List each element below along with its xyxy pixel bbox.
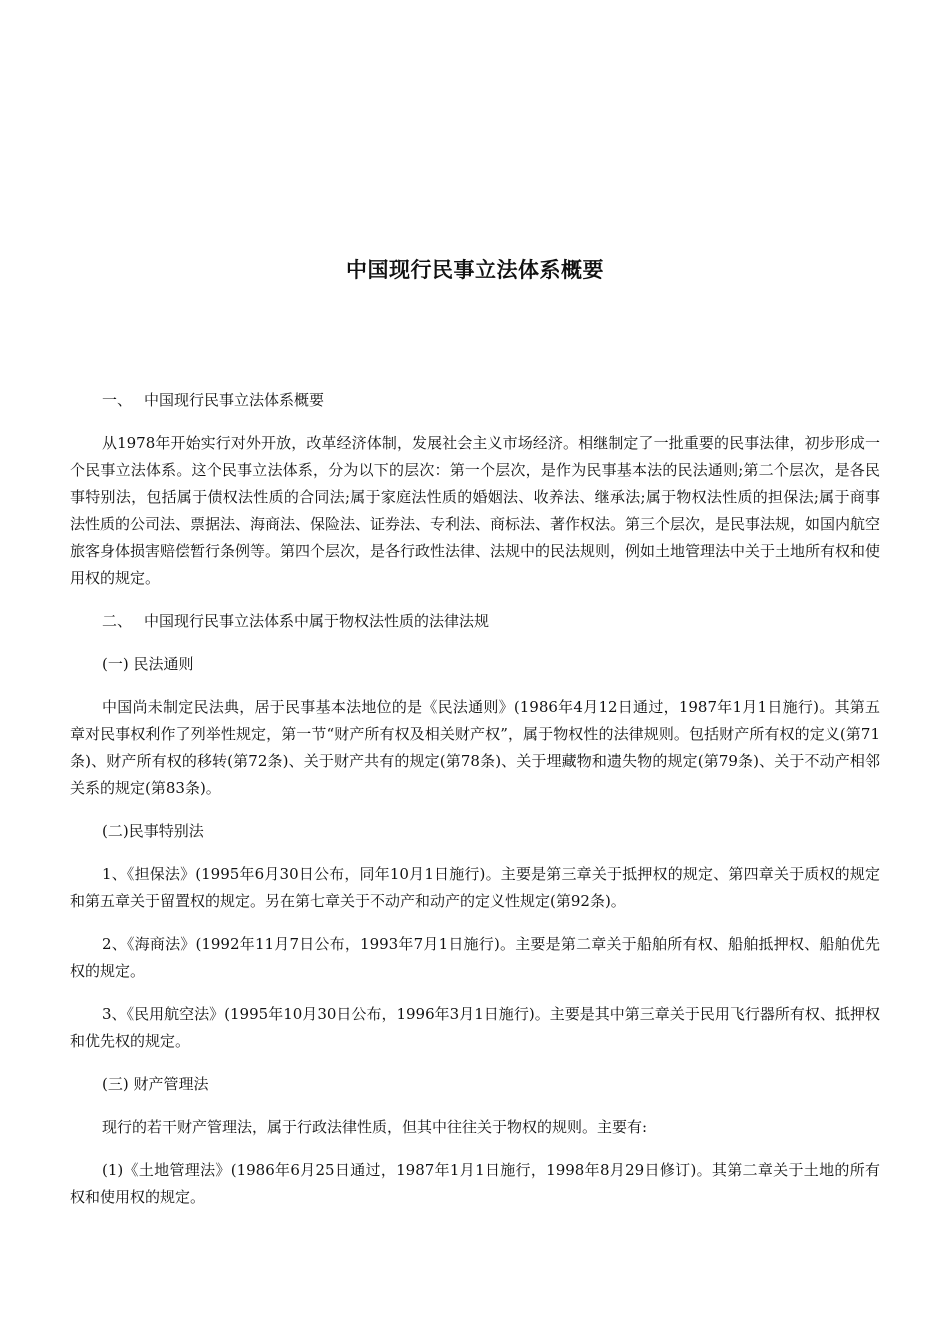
- document-body: [70, 387, 880, 1227]
- paragraph: (1)《土地管理法》(1986年6月25日通过，1987年1月1日施行，1998年8月29日修订)。其第二章关于土地的所有权和使用权的规定。: [70, 1161, 880, 1206]
- section-title: 中国现行民事立法体系概要: [144, 391, 325, 409]
- paragraph: 现行的若干财产管理法，属于行政法律性质，但其中往往关于物权的规则。主要有:: [102, 1118, 648, 1136]
- paragraph: 中国尚未制定民法典，居于民事基本法地位的是《民法通则》(1986年4月12日通过，1987年1月1日施行)。其第五章对民事权利作了列举性规定，第一节“财产所有权及相关财产权”，属于物权性的法律规则。包括财产所有权的定义(第71条)、财产所有权的移转(第72条)、关于财产共有的规定(第78条)、关于埋藏物和遗失物的规定(第79条)、关于不动产相邻关系的规定(第83条)。: [70, 698, 880, 797]
- document-title: 中国现行民事立法体系概要: [346, 258, 604, 282]
- section-heading-1: [70, 387, 880, 414]
- section-number: 二、: [102, 612, 133, 630]
- paragraph: 2、《海商法》(1992年11月7日公布，1993年7月1日施行)。主要是第二章关于船舶所有权、船舶抵押权、船舶优先权的规定。: [70, 935, 880, 980]
- section-heading-2: [70, 608, 880, 635]
- subsection-heading: (一) 民法通则: [102, 655, 194, 673]
- paragraph: 3、《民用航空法》(1995年10月30日公布，1996年3月1日施行)。主要是其中第三章关于民用飞行器所有权、抵押权和优先权的规定。: [70, 1005, 880, 1050]
- paragraph: 1、《担保法》(1995年6月30日公布，同年10月1日施行)。主要是第三章关于抵押权的规定、第四章关于质权的规定和第五章关于留置权的规定。另在第七章关于不动产和动产的定义性规定(第92条)。: [70, 865, 880, 910]
- paragraph: 从1978年开始实行对外开放，改革经济体制，发展社会主义市场经济。相继制定了一批重要的民事法律，初步形成一个民事立法体系。这个民事立法体系，分为以下的层次：第一个层次，是作为民事基本法的民法通则;第二个层次，是各民事特别法，包括属于债权法性质的合同法;属于家庭法性质的婚姻法、收养法、继承法;属于物权法性质的担保法;属于商事法性质的公司法、票据法、海商法、保险法、证券法、专利法、商标法、著作权法。第三个层次，是民事法规，如国内航空旅客身体损害赔偿暂行条例等。第四个层次，是各行政性法律、法规中的民法规则，例如土地管理法中关于土地所有权和使用权的规定。: [70, 434, 881, 587]
- section-number: 一、: [102, 391, 133, 409]
- subsection-heading: (二)民事特别法: [102, 822, 204, 840]
- subsection-heading: (三) 财产管理法: [102, 1075, 209, 1093]
- section-title: 中国现行民事立法体系中属于物权法性质的法律法规: [144, 612, 490, 630]
